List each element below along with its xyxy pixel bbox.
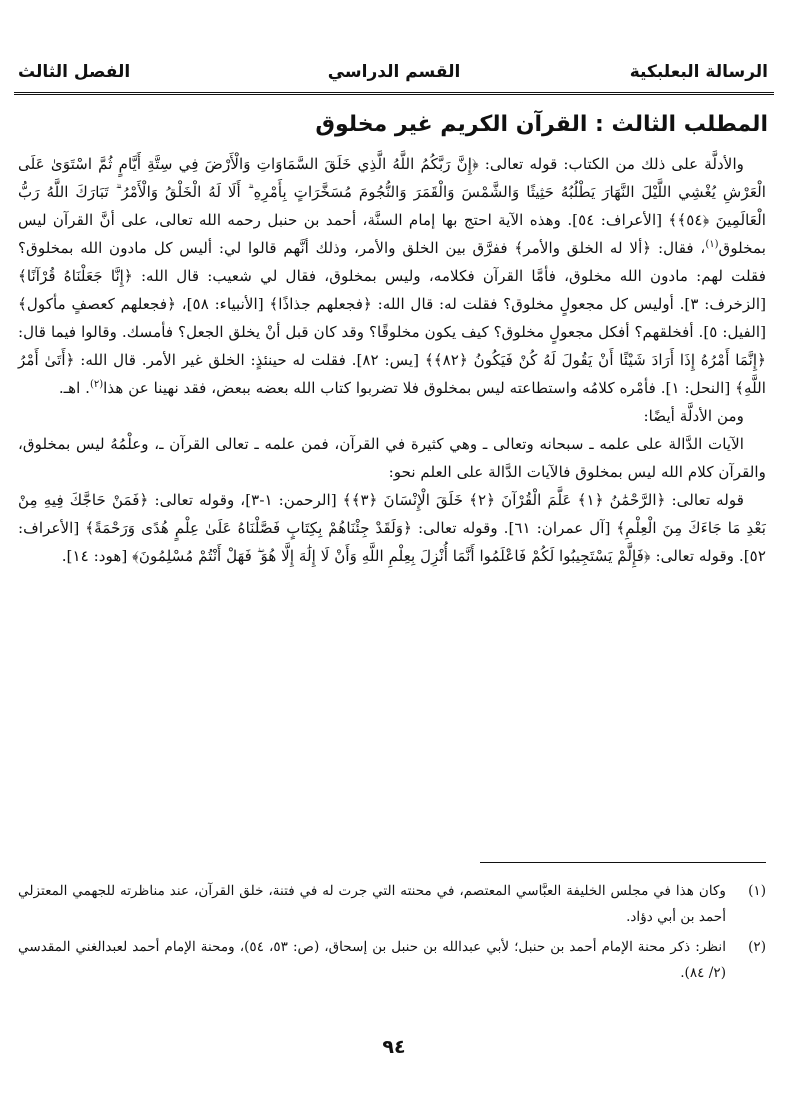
paragraph-verse-list: قوله تعالى: ﴿الرَّحْمَٰنُ ﴿١﴾ عَلَّمَ الْقُرْآنَ ﴿٢﴾ خَلَقَ الْإِنْسَانَ ﴿٣﴾﴾ [الرحمن: ١-٣]، وقوله تعالى: ﴿فَمَنْ حَاجَّكَ فِيهِ مِنْ بَعْدِ مَا جَاءَكَ مِنَ الْعِلْمِ﴾ [آل عمران: ٦١]. وقوله تعالى: ﴿وَلَقَدْ جِئْنَاهُمْ بِكِتَابٍ فَصَّلْنَاهُ عَلَىٰ عِلْمٍ هُدًى وَرَحْمَةً﴾ [الأعراف: ٥٢]. وقوله تعالى: ﴿فَإِلَّمْ يَسْتَجِيبُوا لَكُمْ فَاعْلَمُوا أَنَّمَا أُنْزِلَ بِعِلْمِ اللَّهِ وَأَنْ لَا إِلَٰهَ إِلَّا هُوَ ۖ فَهَلْ أَنْتُمْ مُسْلِمُونَ﴾ [هود: ١٤]. [18, 491, 766, 565]
paragraph-text: والأدلَّة على ذلك من الكتاب: قوله تعالى: ﴿إِنَّ رَبَّكُمُ اللَّهُ الَّذِي خَلَقَ السَّمَاوَاتِ وَالْأَرْضَ فِي سِتَّةِ أَيَّامٍ ثُمَّ اسْتَوَىٰ عَلَى الْعَرْشِ يُغْشِي اللَّيْلَ النَّهَارَ يَطْلُبُهُ حَثِيثًا وَالشَّمْسَ وَالْقَمَرَ وَالنُّجُومَ مُسَخَّرَاتٍ بِأَمْرِهِ ۗ أَلَا لَهُ الْخَلْقُ وَالْأَمْرُ ۗ تَبَارَكَ اللَّهُ رَبُّ الْعَالَمِينَ ﴿٥٤﴾﴾ [الأعراف: ٥٤]. وهذه الآية احتج بها إمام السنَّة، أحمد بن حنبل رحمه الله تعالى، على أنَّ القرآن ليس بمخلوق [18, 155, 766, 257]
paragraph-more-evidence: ومن الأدلَّة أيضًا: [643, 407, 744, 425]
page-number: ٩٤ [382, 1036, 406, 1058]
part-title: القسم الدراسي [327, 62, 461, 82]
running-header [14, 58, 774, 95]
main-text [18, 150, 766, 570]
footnote-text: وكان هذا في مجلس الخليفة العبَّاسي المعتصم، في محنته التي جرت له في فتنة، خلق القرآن، عند مناظرته للجهمي المعتزلي أحمد بن أبي دؤاد. [18, 883, 726, 925]
paragraph-knowledge-verses: الآيات الدَّالة على علمه ـ سبحانه وتعالى ـ وهي كثيرة في القرآن، فمن علمه ـ تعالى القرآن ـ، وعلْمُهُ ليس بمخلوق، والقرآن كلام الله ليس بمخلوق فالآيات الدَّالة على العلم نحو: [18, 435, 766, 481]
footnote-ref-1[interactable]: (١) [705, 238, 719, 250]
paragraph-text: . اهـ. [58, 379, 90, 397]
footnote-number: (١) [748, 883, 766, 899]
paragraph-text: ، فقال: ﴿ألا له الخلق والأمر﴾ ففرَّق بين الخلق والأمر، وذلك أنَّهم قالوا لي: أليس كل مادون الله بمخلوق؟ فقلت لهم: مادون الله مخلوق، فأمَّا القرآن فكلامه، وليس بمخلوق، فقال لي شعيب: قال الله: ﴿إِنَّا جَعَلْنَاهُ قُرْآنًا﴾ [الزخرف: ٣]. أوليس كل مجعولٍ مخلوق؟ فقلت له: قال الله: ﴿فجعلهم جذاذًا﴾ [الأنبياء: ٥٨]، ﴿فجعلهم كعصفٍ مأكول﴾ [الفيل: ٥]. أفخلقهم؟ أفكل مجعولٍ مخلوق؟ كيف يكون مخلوقًا؟ وقد كان قبل أنْ يخلق الجعل؟ فأمسك. وقالوا فيما قال: ﴿إِنَّمَا أَمْرُهُ إِذَا أَرَادَ شَيْئًا أَنْ يَقُولَ لَهُ كُنْ فَيَكُونُ ﴿٨٢﴾﴾ [يس: ٨٢]. فقلت له حينئذٍ: الخلق غير الأمر. قال الله: ﴿أَتَىٰ أَمْرُ اللَّهِ﴾ [النحل: ١]. فأمْره كلامُه واستطاعته ليس بمخلوق فلا تضربوا كتاب الله بعضه ببعض، فقد نهينا عن هذا [18, 239, 767, 397]
footnote-1 [18, 878, 766, 930]
footnote-ref-2[interactable]: (٢) [89, 378, 104, 390]
footnote-text: انظر: ذكر محنة الإمام أحمد بن حنبل؛ لأبي عبدالله بن حنبل بن إسحاق، (ص: ٥٣، ٥٤)، ومحنة الإمام أحمد لعبدالغني المقدسي (٢/ ٨٤). [18, 939, 726, 981]
footnotes [18, 878, 766, 990]
section-title: المطلب الثالث : القرآن الكريم غير مخلوق [315, 112, 768, 137]
chapter-title: الفصل الثالث [18, 62, 131, 82]
footnote-separator [480, 862, 766, 863]
book-title: الرسالة البعلبكية [629, 62, 768, 82]
paragraph-evidence-1 [18, 150, 766, 402]
footnote-number: (٢) [748, 939, 766, 955]
footnote-2 [18, 934, 766, 986]
